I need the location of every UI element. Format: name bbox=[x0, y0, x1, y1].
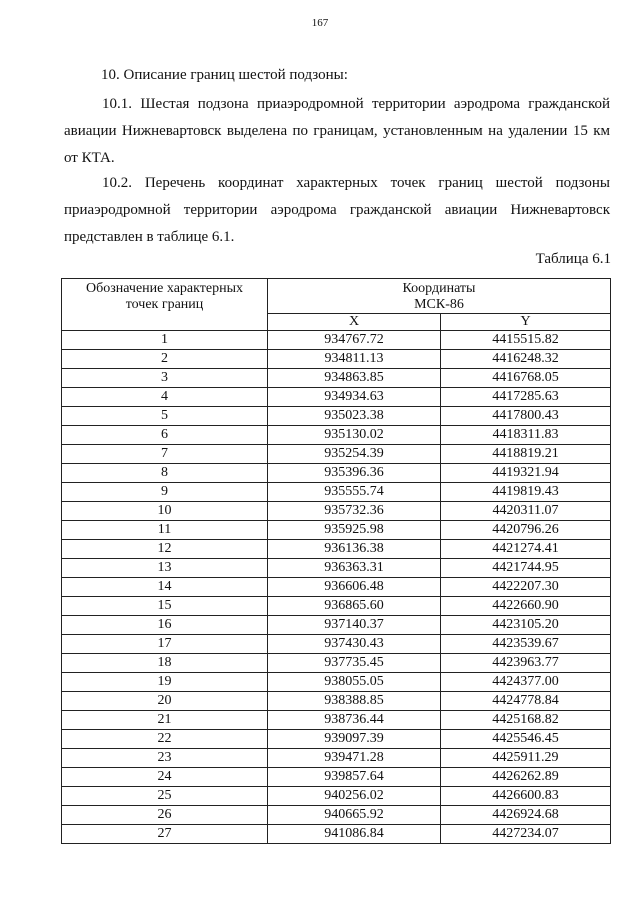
y-cell: 4418819.21 bbox=[441, 445, 611, 464]
x-cell: 940665.92 bbox=[268, 806, 441, 825]
y-cell: 4424778.84 bbox=[441, 692, 611, 711]
x-cell: 936363.31 bbox=[268, 559, 441, 578]
x-cell: 934863.85 bbox=[268, 369, 441, 388]
table-row bbox=[62, 673, 611, 692]
x-cell: 938388.85 bbox=[268, 692, 441, 711]
point-cell: 7 bbox=[62, 445, 268, 464]
point-cell: 2 bbox=[62, 350, 268, 369]
header-x: X bbox=[268, 314, 441, 331]
x-cell: 939857.64 bbox=[268, 768, 441, 787]
table-row bbox=[62, 749, 611, 768]
table-row bbox=[62, 768, 611, 787]
header-points bbox=[62, 279, 268, 331]
x-cell: 936865.60 bbox=[268, 597, 441, 616]
table-row bbox=[62, 369, 611, 388]
x-cell: 939097.39 bbox=[268, 730, 441, 749]
table-row bbox=[62, 540, 611, 559]
point-cell: 6 bbox=[62, 426, 268, 445]
coordinates-table bbox=[61, 278, 611, 844]
table-row bbox=[62, 635, 611, 654]
x-cell: 938055.05 bbox=[268, 673, 441, 692]
y-cell: 4415515.82 bbox=[441, 331, 611, 350]
table-row bbox=[62, 711, 611, 730]
table-row bbox=[62, 426, 611, 445]
table-row bbox=[62, 502, 611, 521]
table-row bbox=[62, 616, 611, 635]
table-row bbox=[62, 464, 611, 483]
y-cell: 4423539.67 bbox=[441, 635, 611, 654]
y-cell: 4423105.20 bbox=[441, 616, 611, 635]
header-y: Y bbox=[441, 314, 611, 331]
table-row bbox=[62, 388, 611, 407]
table-row bbox=[62, 445, 611, 464]
y-cell: 4417800.43 bbox=[441, 407, 611, 426]
header-coordinates-line2: МСК-86 bbox=[414, 297, 464, 312]
table-row bbox=[62, 730, 611, 749]
point-cell: 20 bbox=[62, 692, 268, 711]
y-cell: 4425168.82 bbox=[441, 711, 611, 730]
table-row bbox=[62, 578, 611, 597]
point-cell: 24 bbox=[62, 768, 268, 787]
table-row bbox=[62, 331, 611, 350]
y-cell: 4425546.45 bbox=[441, 730, 611, 749]
point-cell: 17 bbox=[62, 635, 268, 654]
x-cell: 934767.72 bbox=[268, 331, 441, 350]
table-row bbox=[62, 483, 611, 502]
table-row bbox=[62, 559, 611, 578]
x-cell: 937735.45 bbox=[268, 654, 441, 673]
x-cell: 935732.36 bbox=[268, 502, 441, 521]
header-coordinates bbox=[268, 279, 611, 314]
y-cell: 4426262.89 bbox=[441, 768, 611, 787]
point-cell: 16 bbox=[62, 616, 268, 635]
paragraph-coordinates-intro: 10.2. Перечень координат характерных точек границ шестой подзоны приаэродромной территории аэродрома гражданской авиации Нижневартовск представлен в таблице 6.1. bbox=[64, 175, 610, 245]
table-row bbox=[62, 692, 611, 711]
y-cell: 4418311.83 bbox=[441, 426, 611, 445]
x-cell: 939471.28 bbox=[268, 749, 441, 768]
point-cell: 4 bbox=[62, 388, 268, 407]
x-cell: 936606.48 bbox=[268, 578, 441, 597]
header-points-line1: Обозначение характерных bbox=[86, 281, 243, 296]
table-row bbox=[62, 407, 611, 426]
y-cell: 4421744.95 bbox=[441, 559, 611, 578]
point-cell: 21 bbox=[62, 711, 268, 730]
y-cell: 4423963.77 bbox=[441, 654, 611, 673]
x-cell: 935254.39 bbox=[268, 445, 441, 464]
y-cell: 4417285.63 bbox=[441, 388, 611, 407]
point-cell: 8 bbox=[62, 464, 268, 483]
point-cell: 18 bbox=[62, 654, 268, 673]
x-cell: 937140.37 bbox=[268, 616, 441, 635]
y-cell: 4422207.30 bbox=[441, 578, 611, 597]
point-cell: 19 bbox=[62, 673, 268, 692]
header-coordinates-line1: Координаты bbox=[402, 281, 476, 296]
x-cell: 934811.13 bbox=[268, 350, 441, 369]
point-cell: 15 bbox=[62, 597, 268, 616]
y-cell: 4416248.32 bbox=[441, 350, 611, 369]
y-cell: 4420796.26 bbox=[441, 521, 611, 540]
point-cell: 12 bbox=[62, 540, 268, 559]
point-cell: 3 bbox=[62, 369, 268, 388]
point-cell: 25 bbox=[62, 787, 268, 806]
x-cell: 935396.36 bbox=[268, 464, 441, 483]
table-row bbox=[62, 597, 611, 616]
y-cell: 4426600.83 bbox=[441, 787, 611, 806]
y-cell: 4427234.07 bbox=[441, 825, 611, 844]
section-heading: 10. Описание границ шестой подзоны: bbox=[101, 67, 348, 83]
x-cell: 938736.44 bbox=[268, 711, 441, 730]
table-row bbox=[62, 521, 611, 540]
point-cell: 10 bbox=[62, 502, 268, 521]
table-row bbox=[62, 350, 611, 369]
x-cell: 936136.38 bbox=[268, 540, 441, 559]
y-cell: 4419819.43 bbox=[441, 483, 611, 502]
point-cell: 23 bbox=[62, 749, 268, 768]
page-number: 167 bbox=[311, 17, 329, 29]
x-cell: 940256.02 bbox=[268, 787, 441, 806]
table-row bbox=[62, 787, 611, 806]
point-cell: 27 bbox=[62, 825, 268, 844]
y-cell: 4425911.29 bbox=[441, 749, 611, 768]
table-row bbox=[62, 654, 611, 673]
table-row bbox=[62, 825, 611, 844]
x-cell: 937430.43 bbox=[268, 635, 441, 654]
x-cell: 941086.84 bbox=[268, 825, 441, 844]
point-cell: 1 bbox=[62, 331, 268, 350]
x-cell: 935925.98 bbox=[268, 521, 441, 540]
point-cell: 26 bbox=[62, 806, 268, 825]
point-cell: 9 bbox=[62, 483, 268, 502]
point-cell: 14 bbox=[62, 578, 268, 597]
point-cell: 22 bbox=[62, 730, 268, 749]
point-cell: 13 bbox=[62, 559, 268, 578]
y-cell: 4424377.00 bbox=[441, 673, 611, 692]
x-cell: 935023.38 bbox=[268, 407, 441, 426]
y-cell: 4421274.41 bbox=[441, 540, 611, 559]
point-cell: 5 bbox=[62, 407, 268, 426]
x-cell: 935555.74 bbox=[268, 483, 441, 502]
y-cell: 4416768.05 bbox=[441, 369, 611, 388]
y-cell: 4426924.68 bbox=[441, 806, 611, 825]
y-cell: 4422660.90 bbox=[441, 597, 611, 616]
paragraph-subzone-description: 10.1. Шестая подзона приаэродромной территории аэродрома гражданской авиации Нижневартовск выделена по границам, установленным на удалении 15 км от КТА. bbox=[64, 96, 610, 166]
table-row bbox=[62, 806, 611, 825]
header-points-line2: точек границ bbox=[125, 297, 204, 312]
y-cell: 4419321.94 bbox=[441, 464, 611, 483]
x-cell: 934934.63 bbox=[268, 388, 441, 407]
x-cell: 935130.02 bbox=[268, 426, 441, 445]
point-cell: 11 bbox=[62, 521, 268, 540]
table-caption: Таблица 6.1 bbox=[535, 251, 611, 267]
y-cell: 4420311.07 bbox=[441, 502, 611, 521]
